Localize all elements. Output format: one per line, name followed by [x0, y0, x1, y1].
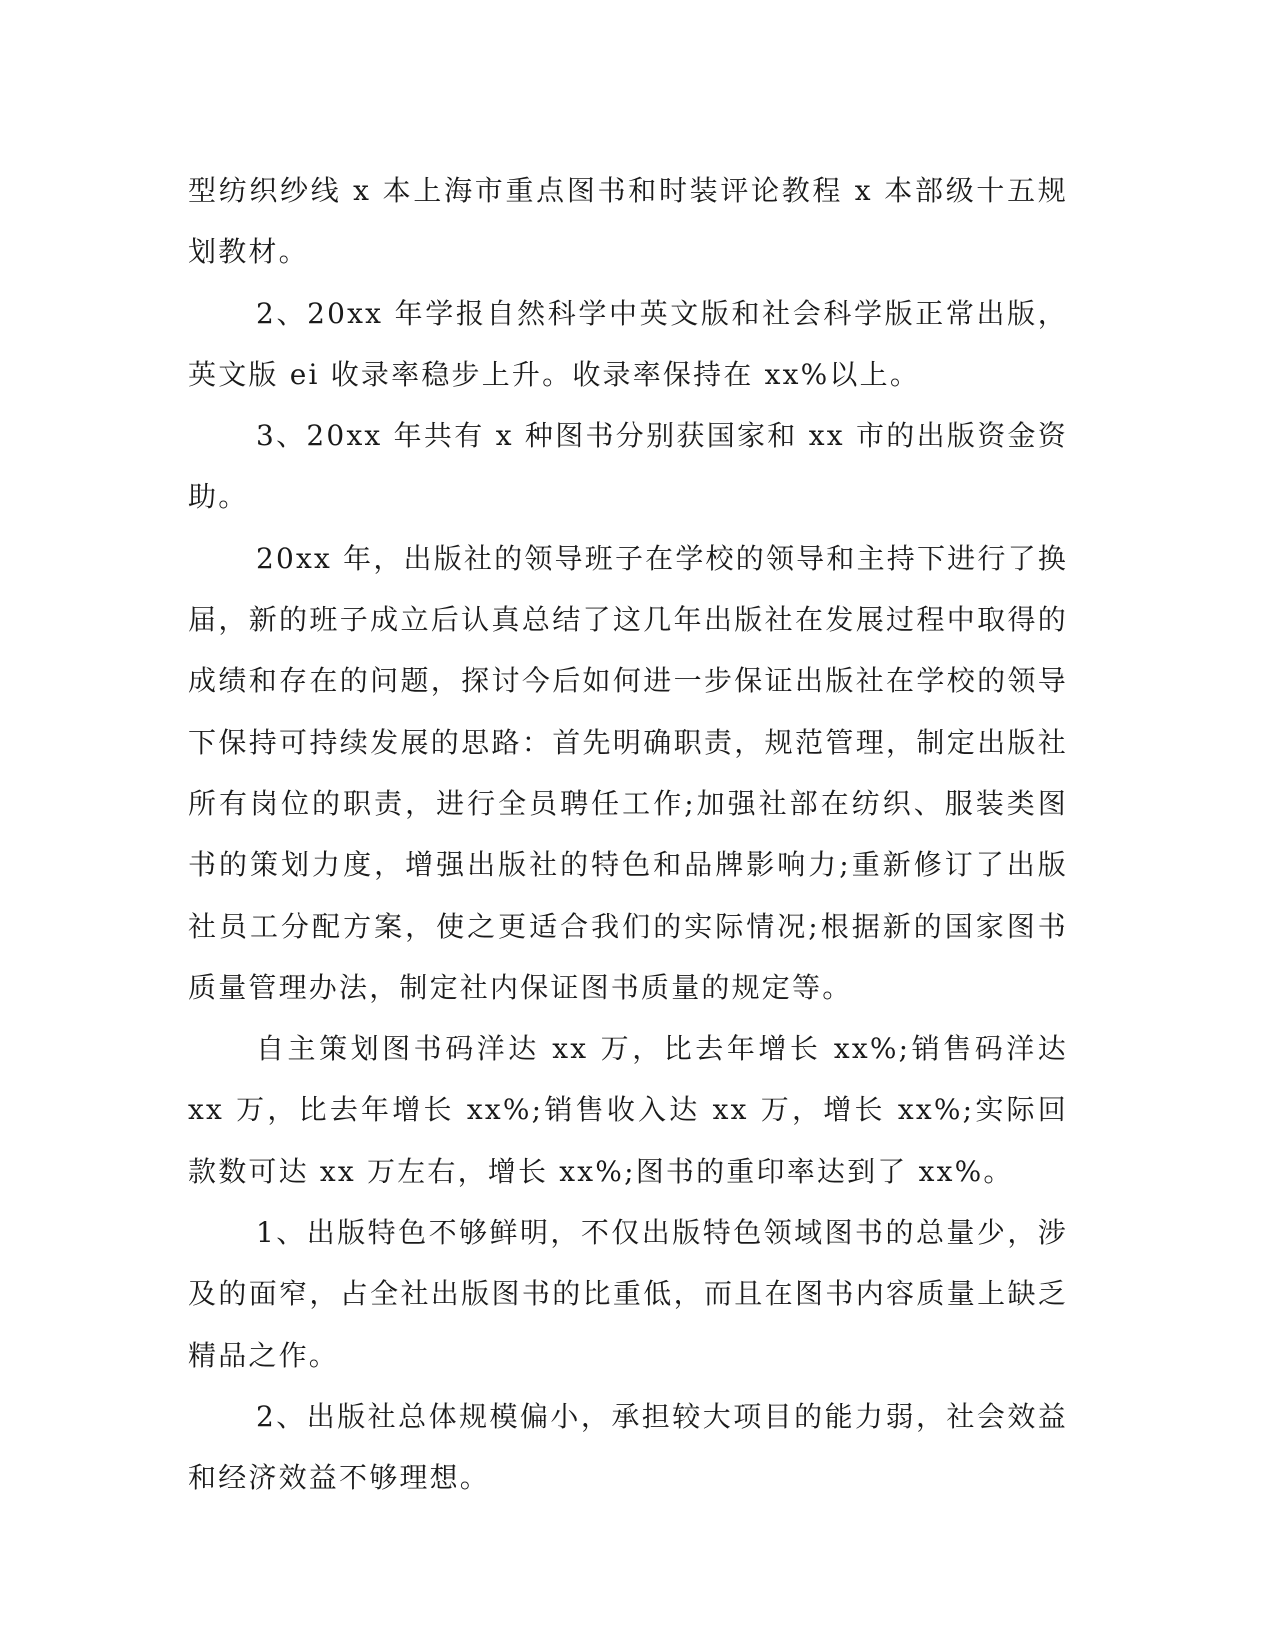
paragraph: 20xx 年，出版社的领导班子在学校的领导和主持下进行了换届，新的班子成立后认真总结了这几年出版社在发展过程中取得的成绩和存在的问题，探讨今后如何进一步保证出版社在学校的领导下保持可持续发展的思路：首先明确职责，规范管理，制定出版社所有岗位的职责，进行全员聘任工作;加强社部在纺织、服装类图书的策划力度，增强出版社的特色和品牌影响力;重新修订了出版社员工分配方案，使之更适合我们的实际情况;根据新的国家图书质量管理办法，制定社内保证图书质量的规定等。 [188, 541, 1068, 1004]
paragraph: 型纺织纱线 x 本上海市重点图书和时装评论教程 x 本部级十五规划教材。 [188, 174, 1068, 269]
document-body [188, 160, 1068, 1509]
paragraph: 3、20xx 年共有 x 种图书分别获国家和 xx 市的出版资金资助。 [188, 419, 1068, 514]
paragraph: 2、出版社总体规模偏小，承担较大项目的能力弱，社会效益和经济效益不够理想。 [188, 1399, 1068, 1495]
paragraph: 自主策划图书码洋达 xx 万，比去年增长 xx%;销售码洋达 xx 万，比去年增长 xx%;销售收入达 xx 万，增长 xx%;实际回款数可达 xx 万左右，增长 xx%;图书的重印率达到了 xx%。 [188, 1032, 1068, 1188]
paragraph: 2、20xx 年学报自然科学中英文版和社会科学版正常出版，英文版 ei 收录率稳步上升。收录率保持在 xx%以上。 [188, 296, 1068, 391]
paragraph: 1、出版特色不够鲜明，不仅出版特色领域图书的总量少，涉及的面窄，占全社出版图书的比重低，而且在图书内容质量上缺乏精品之作。 [188, 1216, 1068, 1372]
